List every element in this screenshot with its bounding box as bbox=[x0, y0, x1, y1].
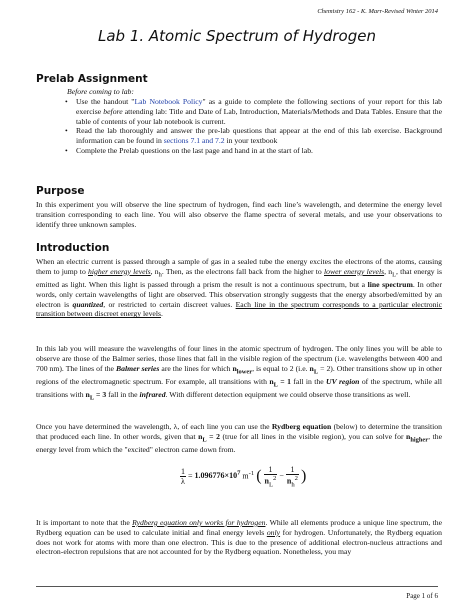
footer-divider bbox=[36, 586, 438, 587]
intro-paragraph-3: Once you have determined the wavelength, λ, of each line you can use the Rydberg equation (below) to determine the transition that produced each line. In other words, given that $n_L = 2$ (true for all lines in the visible region), you can solve for $n_{higher}$, the energy level from which the "excited" electron came down from. bbox=[36, 422, 442, 455]
intro-paragraph-2: In this lab you will measure the wavelengths of four lines in the atomic spectrum of hydrogen. The only lines you will be able to observe are those of the Balmer series, those lines that fall in the visible region of the spectrum (i.e. wavelengths between 400 and 700 nm). The lines of the Balmer series are the lines for which $n_{lower}$, is equal to 2 (i.e. $n_L = 2$). Other transitions show up in other regions of the electromagnetic spectrum. For example, all transitions with $n_L = 1$ fall in the UV region of the spectrum, while all transitions with $n_L = 3$ fall in the infrared. With different detection equipment we could observe those transitions as well. bbox=[36, 344, 443, 402]
prelab-item: • Complete the Prelab questions on the last page and hand in at the start of lab. bbox=[76, 146, 442, 156]
textbook-sections-link[interactable]: sections 7.1 and 7.2 bbox=[163, 136, 225, 145]
lab-notebook-policy-link[interactable]: Lab Notebook Policy bbox=[134, 97, 203, 106]
rydberg-equation: $\frac{1}{\lambda}$ = $1.096776\times 10^7$ $m^{-1}$ ( $\frac{1}{n_L^2}$ − $\frac{1}{n_h^2}$ ) bbox=[181, 465, 307, 489]
running-header: Chemistry 162 - K. Marr-Revised Winter 2014 bbox=[317, 8, 438, 15]
purpose-heading: Purpose bbox=[36, 185, 85, 197]
introduction-heading: Introduction bbox=[36, 242, 110, 254]
page-title: Lab 1. Atomic Spectrum of Hydrogen bbox=[98, 27, 376, 45]
prelab-heading: Prelab Assignment bbox=[36, 73, 148, 85]
intro-paragraph-4: It is important to note that the Rydberg equation only works for hydrogen. While all elements produce a unique line spectrum, the Rydberg equation can be used to calculate initial and final energy levels only for hydrogen. Unfortunately, the Rydberg equation does not work for atoms with more than one electron. This is due to the presence of additional electron-nucleus attractions and electron-electron repulsions that are not accounted for by the Rydberg equation. Nonetheless, you may bbox=[36, 518, 443, 557]
prelab-item: • Use the handout "Lab Notebook Policy" as a guide to complete the following sections of your report for this lab exercise before attending lab: Title and Date of Lab, Introduction, Materials/Methods and Data Tables. Ensure that the table of contents of your lab notebook is current. bbox=[76, 97, 442, 126]
intro-paragraph-1: When an electric current is passed through a sample of gas in a sealed tube the energy excites the electrons of the atoms, causing them to jump to higher energy levels, $n_h$. Then, as the electrons fall back from the higher to lower energy levels, $n_L$, that energy is emitted as light. When this light is passed through a prism the result is not a continuous spectrum, but a line spectrum. In other words, only certain wavelengths of light are observed. This observation strongly suggests that the energy absorbed/emitted by an electron is quantized, or restricted to certain discreet values. Each line in the spectrum corresponds to a particular electronic transition between discreet energy levels. bbox=[36, 257, 443, 319]
prelab-list bbox=[76, 97, 442, 156]
prelab-before: Before coming to lab: bbox=[67, 87, 134, 96]
prelab-item: • Read the lab thoroughly and answer the pre-lab questions that appear at the end of this lab exercise. Background information can be found in sections 7.1 and 7.2 in your textbook bbox=[76, 126, 442, 146]
page-number: Page 1 of 6 bbox=[406, 592, 438, 600]
purpose-text: In this experiment you will observe the line spectrum of hydrogen, find each line’s wavelength, and determine the energy level transition corresponding to each line. You will also observe the flame spectra of several metals, and use your observations to identify three unknown samples. bbox=[36, 200, 442, 229]
